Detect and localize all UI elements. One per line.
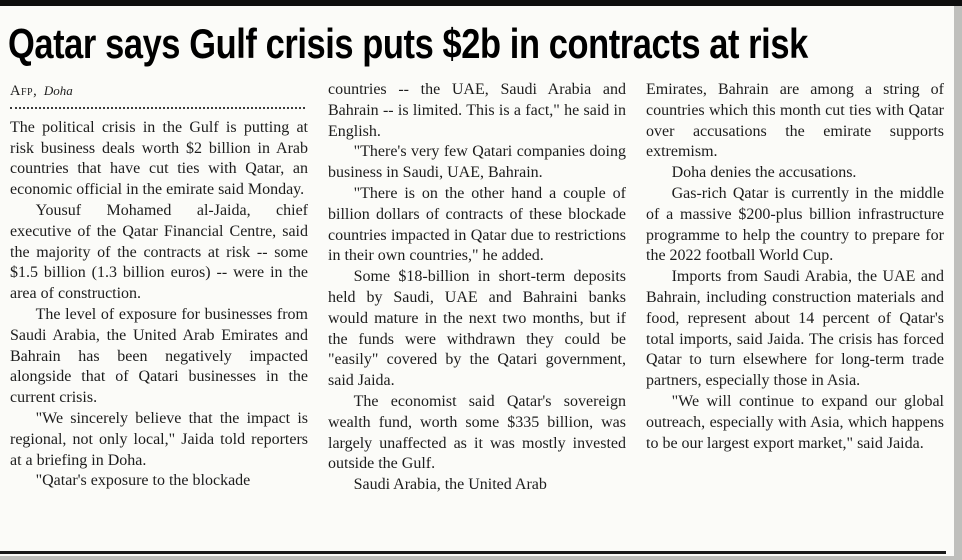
byline-agency: Afp, xyxy=(10,83,38,99)
article-paragraph: "There is on the other hand a couple of billion dollars of contracts of these blockade countries impacted in Qatar due to restrictions in their own countries," he added. xyxy=(328,184,626,265)
article-paragraph: Saudi Arabia, the United Arab xyxy=(353,476,547,494)
article-paragraph: "Qatar's exposure to the blockade xyxy=(35,472,251,490)
article-column-3 xyxy=(646,80,944,496)
article-column-1 xyxy=(10,80,308,496)
article-paragraph: "We will continue to expand our global outreach, especially with Asia, which happens to be our largest export market," said Jaida. xyxy=(646,392,944,452)
column-3-body xyxy=(646,80,944,454)
article-paragraph: The level of exposure for businesses from Saudi Arabia, the United Arab Emirates and Bahrain has been negatively impacted alongside that of Qatari businesses in the current crisis. xyxy=(10,306,308,407)
article-paragraph: Some $18-billion in short-term deposits held by Saudi, UAE and Bahraini banks would mature in the next two months, but if the funds were withdrawn they could be "easily" covered by the Qatari government, said Jaida. xyxy=(328,268,626,390)
article-columns xyxy=(0,76,954,496)
article-paragraph: Emirates, Bahrain are among a string of countries which this month cut ties with Qatar over accusations the emirate supports extremism. xyxy=(646,81,944,161)
article-paragraph: Doha denies the accusations. xyxy=(671,164,857,182)
column-2-body xyxy=(328,80,626,496)
bottom-rule xyxy=(0,551,946,554)
article-paragraph: The political crisis in the Gulf is putting at risk business deals worth $2 billion in Arab countries that have cut ties with Qatar, an economic official in the emirate said Monday. xyxy=(10,118,308,199)
article-paragraph: Imports from Saudi Arabia, the UAE and Bahrain, including construction materials and food, represent about 14 percent of Qatar's total imports, said Jaida. The crisis has forced Qatar to turn elsewhere for long-term trade partners, especially those in Asia. xyxy=(646,268,944,390)
article-headline: Qatar says Gulf crisis puts $2b in contracts at risk xyxy=(8,20,808,67)
article-paragraph: "We sincerely believe that the impact is regional, not only local," Jaida told reporters at a briefing in Doha. xyxy=(10,410,308,469)
article-paragraph: The economist said Qatar's sovereign wealth fund, worth some $335 billion, was largely unaffected as it was mostly invested outside the Gulf. xyxy=(328,392,626,473)
article-paragraph: Yousuf Mohamed al-Jaida, chief executive of the Qatar Financial Centre, said the majority of the contracts at risk -- some $1.5 billion (1.3 billion euros) -- were in the area of construction. xyxy=(10,202,308,303)
column-1-body xyxy=(10,118,308,492)
byline-location: Doha xyxy=(43,83,73,98)
byline xyxy=(10,82,308,101)
byline-separator xyxy=(10,107,305,109)
article-paragraph: countries -- the UAE, Saudi Arabia and Bahrain -- is limited. This is a fact," he said in English. xyxy=(328,81,626,140)
article-column-2 xyxy=(328,80,626,496)
top-rule xyxy=(0,0,962,6)
article-paragraph: "There's very few Qatari companies doing business in Saudi, UAE, Bahrain. xyxy=(328,143,626,182)
article-paragraph: Gas-rich Qatar is currently in the middle of a massive $200-plus billion infrastructure programme to help the country to prepare for the 2022 football World Cup. xyxy=(646,184,944,265)
